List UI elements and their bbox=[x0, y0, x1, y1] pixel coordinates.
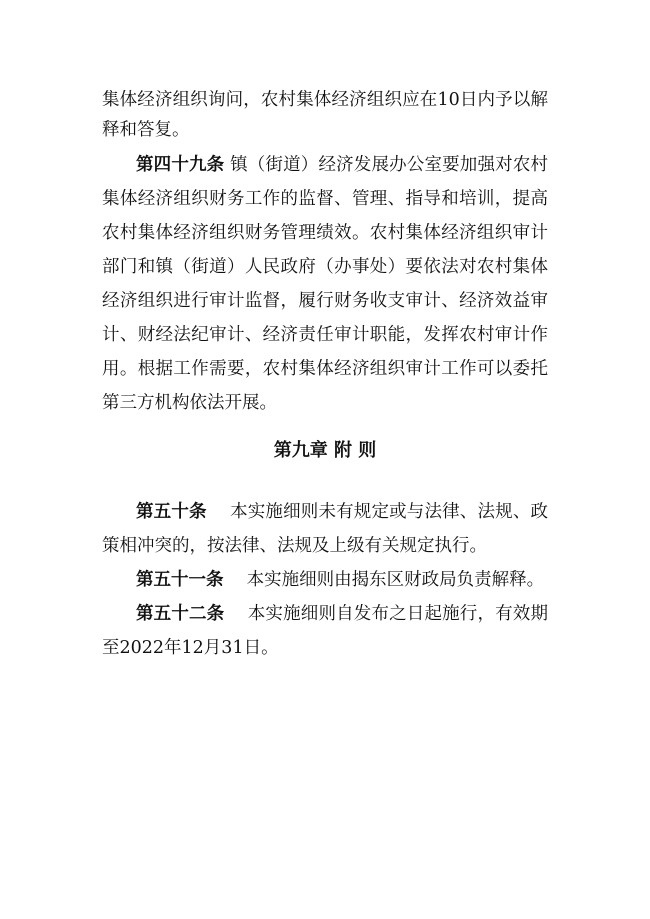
article-50-line-1 bbox=[136, 497, 548, 527]
article-49-line-4: 部门和镇（街道）人民政府（办事处）要依法对农村集体 bbox=[102, 257, 548, 277]
article-49-line-5: 经济组织进行审计监督，履行财务收支审计、经济效益审 bbox=[102, 291, 548, 311]
article-52-text: 本实施细则自发布之日起施行，有效期 bbox=[247, 604, 548, 624]
article-52-line-1 bbox=[136, 599, 548, 629]
article-49-line-2: 集体经济组织财务工作的监督、管理、指导和培训，提高 bbox=[102, 189, 548, 209]
article-49-line-1 bbox=[136, 150, 548, 180]
article-50-text: 本实施细则未有规定或与法律、法规、政 bbox=[230, 502, 548, 522]
article-51-label: 第五十一条 bbox=[136, 570, 224, 590]
article-49-line-6: 计、财经法纪审计、经济责任审计职能，发挥农村审计作 bbox=[102, 325, 548, 345]
article-52-line-2: 至2022年12月31日。 bbox=[102, 638, 279, 658]
article-49-line-3: 农村集体经济组织财务管理绩效。农村集体经济组织审计 bbox=[102, 223, 548, 243]
article-49-line-8: 第三方机构依法开展。 bbox=[102, 393, 277, 413]
article-51-line-1 bbox=[136, 565, 548, 595]
article-50-label: 第五十条 bbox=[136, 502, 207, 522]
article-52-label: 第五十二条 bbox=[136, 604, 225, 624]
chapter-heading: 第九章 附 则 bbox=[273, 440, 377, 461]
article-48-line-1: 集体经济组织询问，农村集体经济组织应在10日内予以解 bbox=[102, 90, 548, 110]
article-51-text: 本实施细则由揭东区财政局负责解释。 bbox=[246, 570, 545, 590]
article-50-line-2: 策相冲突的，按法律、法规及上级有关规定执行。 bbox=[102, 536, 487, 556]
article-48-line-2: 释和答复。 bbox=[102, 120, 190, 140]
article-49-label: 第四十九条 bbox=[136, 155, 225, 175]
article-49-text: 镇（街道）经济发展办公室要加强对农村 bbox=[230, 155, 548, 175]
article-49-line-7: 用。根据工作需要，农村集体经济组织审计工作可以委托 bbox=[102, 359, 548, 379]
